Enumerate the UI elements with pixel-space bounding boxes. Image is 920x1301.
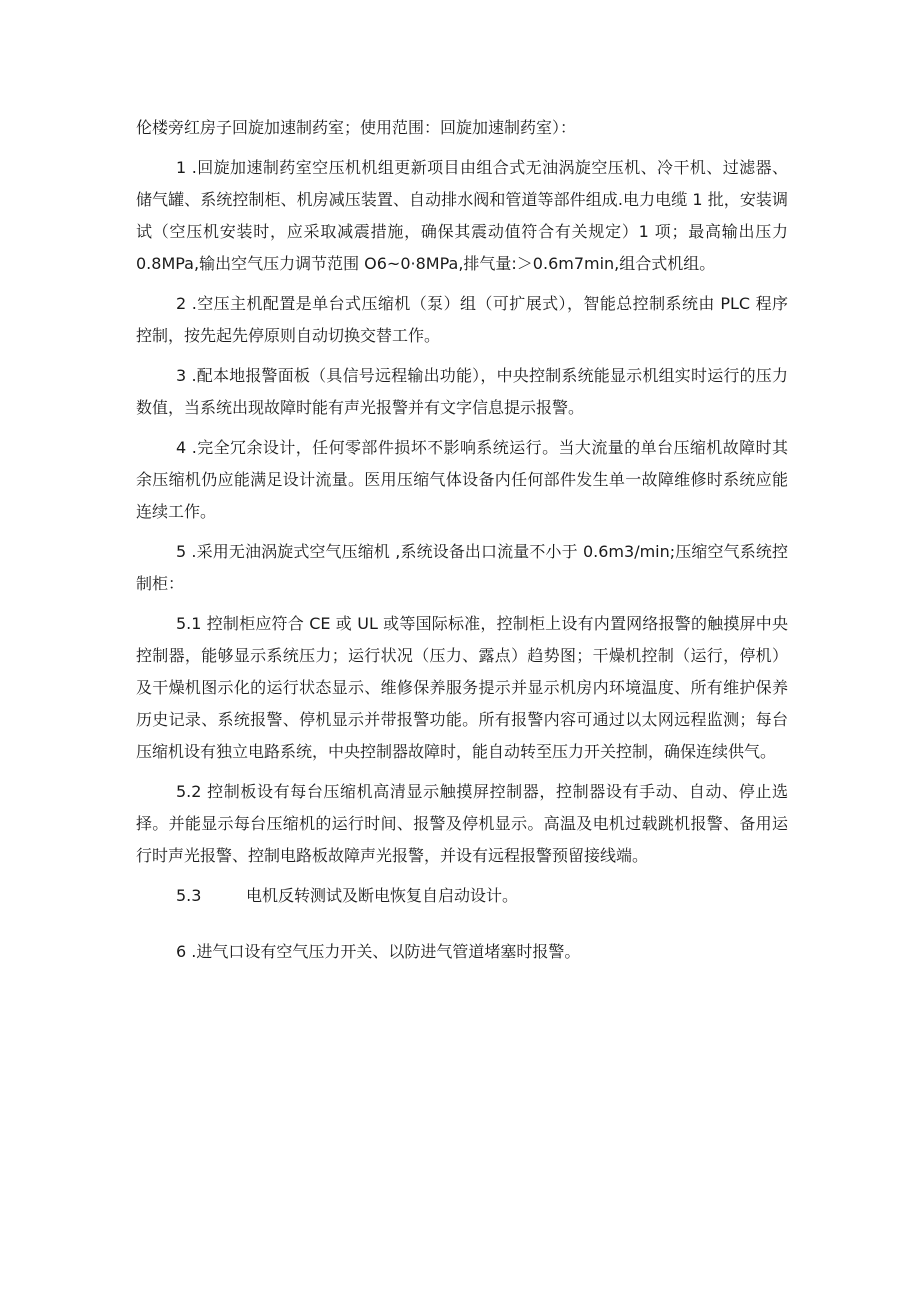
paragraph-item-2: 2 .空压主机配置是单台式压缩机（泵）组（可扩展式），智能总控制系统由 PLC 程序控制，按先起先停原则自动切换交替工作。	[136, 294, 788, 345]
paragraph-item-3: 3 .配本地报警面板（具信号远程输出功能），中央控制系统能显示机组实时运行的压力数值，当系统出现故障时能有声光报警并有文字信息提示报警。	[136, 366, 788, 417]
paragraph-item-5-2: 5.2 控制板设有每台压缩机高清显示触摸屏控制器，控制器设有手动、自动、停止选择。并能显示每台压缩机的运行时间、报警及停机显示。高温及电机过载跳机报警、备用运行时声光报警、控制电路板故障声光报警，并设有远程报警预留接线端。	[136, 782, 788, 865]
paragraph-item-5: 5 .采用无油涡旋式空气压缩机 ,系统设备出口流量不小于 0.6m3/min;压缩空气系统控制柜：	[136, 542, 788, 593]
document-body	[136, 112, 788, 968]
item-number: 5.3	[176, 886, 202, 905]
item-text: 电机反转测试及断电恢复自启动设计。	[246, 886, 519, 905]
paragraph-continuation: 伦楼旁红房子回旋加速制药室；使用范围：回旋加速制药室）：	[136, 118, 577, 137]
paragraph-item-5-1: 5.1 控制柜应符合 CE 或 UL 或等国际标准，控制柜上设有内置网络报警的触摸屏中央控制器，能够显示系统压力；运行状况（压力、露点）趋势图；干燥机控制（运行，停机）及干燥机图示化的运行状态显示、维修保养服务提示并显示机房内环境温度、所有维护保养历史记录、系统报警、停机显示并带报警功能。所有报警内容可通过以太网远程监测；每台压缩机设有独立电路系统，中央控制器故障时，能自动转至压力开关控制，确保连续供气。	[136, 614, 788, 761]
paragraph-item-4: 4 .完全冗余设计，任何零部件损坏不影响系统运行。当大流量的单台压缩机故障时其余压缩机仍应能满足设计流量。医用压缩气体设备内任何部件发生单一故障维修时系统应能连续工作。	[136, 438, 788, 521]
paragraph-item-5-3	[136, 880, 788, 912]
paragraph-item-1: 1 .回旋加速制药室空压机机组更新项目由组合式无油涡旋空压机、冷干机、过滤器、储气罐、系统控制柜、机房减压装置、自动排水阀和管道等部件组成.电力电缆 1 批，安装调试（空压机安装时，应采取减震措施，确保其震动值符合有关规定）1 项；最高输出压力 0.8MPa,输出空气压力调节范围 O6~0·8MPa,排气量:＞0.6m7min,组合式机组。	[136, 158, 788, 273]
paragraph-item-6: 6 .进气口设有空气压力开关、以防进气管道堵塞时报警。	[176, 942, 581, 961]
